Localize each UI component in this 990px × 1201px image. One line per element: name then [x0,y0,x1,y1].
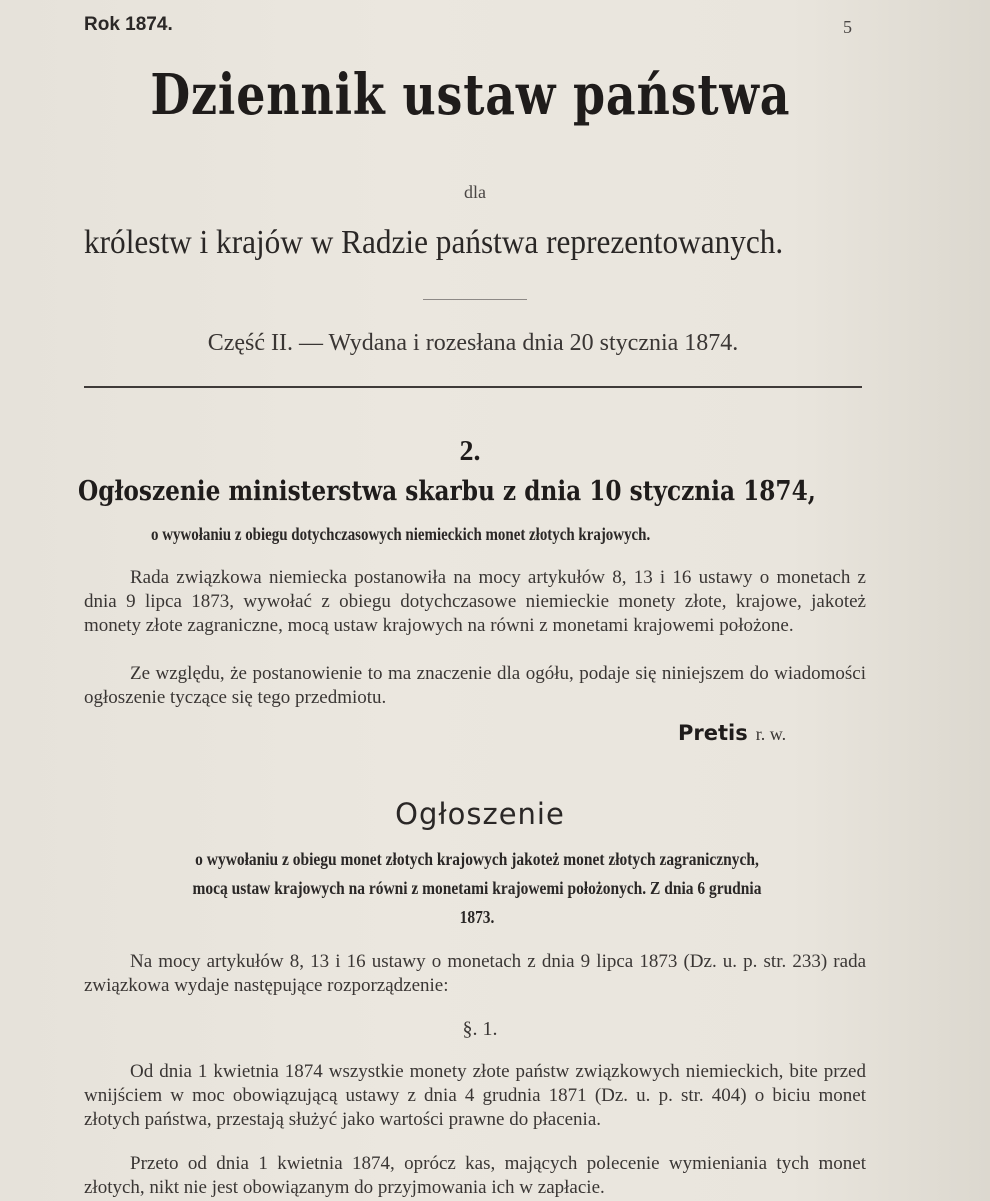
announcement-title: Ogłoszenie ministerstwa skarbu z dnia 10 stycznia 1874, [78,476,816,507]
paragraph-text: Rada związkowa niemiecka postanowiła na mocy artykułów 8, 13 i 16 ustawy o monetach z dnia 9 lipca 1873, wywołać z obiegu dotychczasowe niemieckie monety złote, krajowe, jakoteż monety złote zagraniczne, mocą ustaw krajowych na równi z monetami krajowemi położone. [84,567,866,636]
section-paragraph [84,1152,866,1200]
announcement-paragraph [84,566,866,638]
notice-intro [84,950,866,998]
journal-for: dla [464,182,486,202]
section-paragraph [84,1060,866,1132]
issue-line: Część II. — Wydana i rozesłana dnia 20 stycznia 1874. [207,330,739,356]
page-number: 5 [843,17,852,37]
notice-subtitle [84,845,870,932]
signature [678,721,786,745]
paragraph-text: Ze względu, że postanowienie to ma znaczenie dla ogółu, podaje się niniejszem do wiadomości ogłoszenie tyczące się tego przedmiotu. [84,663,866,708]
signature-suffix: r. w. [755,724,787,744]
notice-subtitle-line: mocą ustaw krajowych na równi z monetami krajowemi położonych. Z dnia 6 grudnia [192,878,762,898]
section-number: §. 1. [462,1018,498,1040]
journal-subtitle: królestw i krajów w Radzie państwa reprezentowanych. [84,224,784,261]
paragraph-text: Od dnia 1 kwietnia 1874 wszystkie monety złote państw związkowych niemieckich, bite przed wnijściem w moc obowiązującą ustawy z dnia 4 grudnia 1871 (Dz. u. p. str. 404) o biciu monet złotych państwa, przestają służyć jako wartości prawne do płacenia. [84,1061,866,1130]
year-header: Rok 1874. [84,14,173,35]
section-divider [84,386,862,388]
journal-title: Dziennik ustaw państwa [150,62,791,128]
paragraph-text: Przeto od dnia 1 kwietnia 1874, oprócz kas, mających polecenie wymieniania tych monet złotych, nikt nie jest obowiązanym do przyjmowania ich w zapłacie. [84,1153,866,1198]
notice-heading: Ogłoszenie [395,797,565,831]
short-divider [423,299,527,300]
notice-subtitle-line: 1873. [459,907,495,927]
notice-subtitle-line: o wywołaniu z obiegu monet złotych krajowych jakoteż monet złotych zagranicznych, [195,849,759,869]
paragraph-text: Na mocy artykułów 8, 13 i 16 ustawy o monetach z dnia 9 lipca 1873 (Dz. u. p. str. 233) rada związkowa wydaje następujące rozporządzenie: [84,951,866,996]
announcement-paragraph [84,662,866,710]
announcement-number: 2. [459,436,481,467]
announcement-subtitle: o wywołaniu z obiegu dotychczasowych niemieckich monet złotych krajowych. [151,524,651,544]
signature-name: Pretis [678,721,748,745]
